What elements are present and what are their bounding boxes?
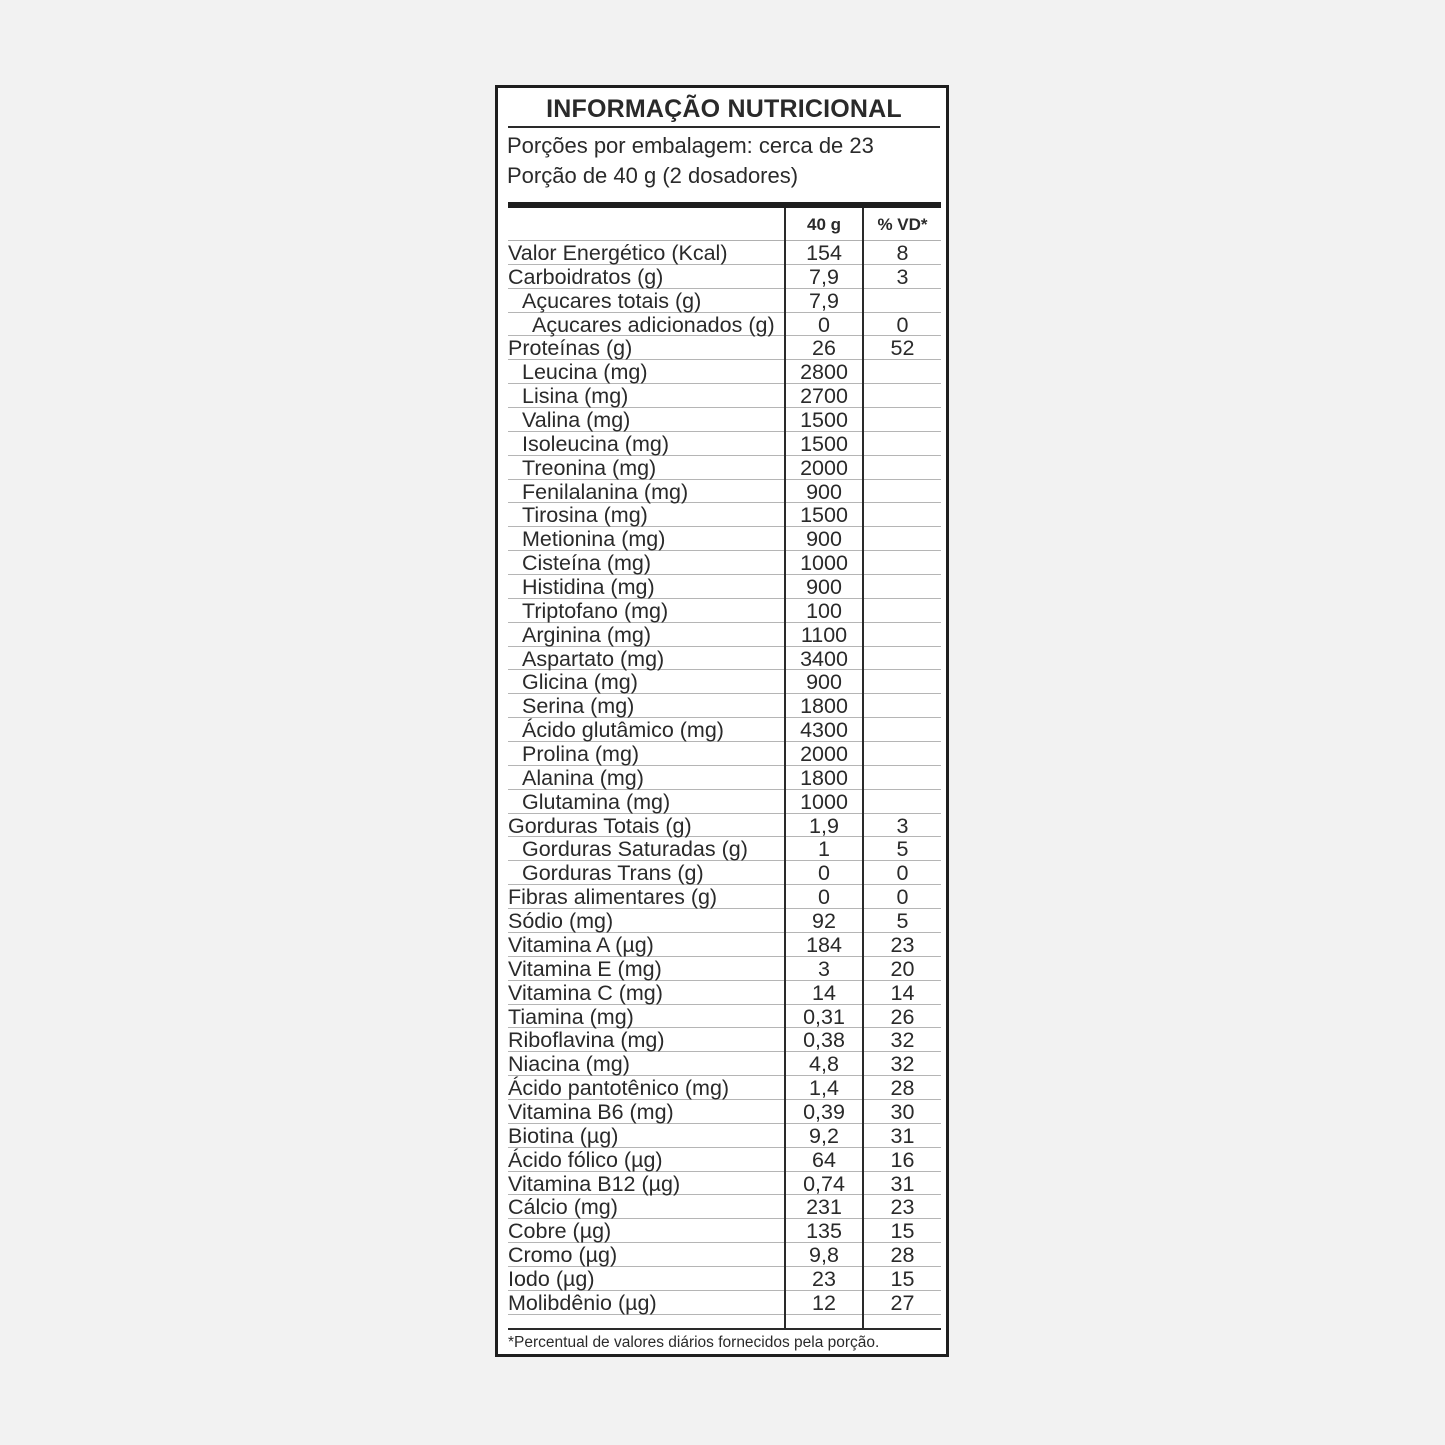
nutrient-daily-value: 16 — [890, 1147, 915, 1172]
table-row — [508, 384, 941, 408]
nutrition-table — [508, 208, 941, 1328]
nutrient-amount: 7,9 — [809, 288, 839, 313]
nutrient-amount: 1,4 — [809, 1076, 839, 1101]
nutrient-amount: 7,9 — [809, 264, 839, 289]
nutrient-name: Ácido fólico (µg) — [508, 1147, 663, 1172]
nutrient-amount: 26 — [812, 336, 836, 361]
nutrient-amount: 3400 — [800, 646, 848, 671]
nutrient-daily-value: 52 — [890, 336, 915, 361]
table-row — [508, 694, 941, 718]
servings-per-package: Porções por embalagem: cerca de 23 — [507, 133, 874, 158]
nutrient-name: Gorduras Totais (g) — [508, 813, 692, 838]
nutrient-name: Vitamina C (mg) — [508, 980, 663, 1005]
nutrient-daily-value: 32 — [890, 1052, 915, 1077]
nutrient-name: Serina (mg) — [522, 694, 635, 719]
nutrient-amount: 4300 — [800, 718, 848, 743]
nutrient-name: Cromo (µg) — [508, 1243, 618, 1268]
nutrient-amount: 0,38 — [803, 1028, 845, 1053]
nutrient-daily-value: 27 — [890, 1290, 915, 1315]
nutrient-amount: 1,9 — [809, 813, 839, 838]
table-row — [508, 1052, 941, 1076]
nutrient-amount: 0,74 — [803, 1171, 845, 1196]
nutrient-name: Arginina (mg) — [522, 622, 652, 647]
table-row — [508, 1219, 941, 1243]
nutrient-name: Ácido pantotênico (mg) — [508, 1076, 730, 1101]
column-header-dv: % VD* — [877, 215, 928, 234]
nutrient-name: Glutamina (mg) — [522, 789, 671, 814]
nutrient-name: Gorduras Trans (g) — [522, 861, 704, 886]
table-row — [508, 480, 941, 504]
nutrient-name: Leucina (mg) — [522, 360, 648, 385]
nutrient-name: Prolina (mg) — [522, 742, 640, 767]
table-row — [508, 1100, 941, 1124]
nutrient-name: Aspartato (mg) — [522, 646, 665, 671]
table-row — [508, 1005, 941, 1029]
table-row — [508, 1076, 941, 1100]
nutrient-amount: 2700 — [800, 384, 848, 409]
table-row — [508, 241, 941, 265]
nutrient-amount: 900 — [806, 527, 842, 552]
nutrient-amount: 12 — [812, 1290, 836, 1315]
nutrient-name: Cálcio (mg) — [508, 1195, 618, 1220]
table-row — [508, 336, 941, 360]
nutrient-daily-value: 32 — [890, 1028, 915, 1053]
table-row — [508, 1243, 941, 1267]
nutrient-daily-value: 31 — [890, 1171, 915, 1196]
nutrient-amount: 0,39 — [803, 1099, 845, 1124]
table-row — [508, 1291, 941, 1315]
nutrient-amount: 154 — [806, 241, 842, 265]
nutrient-amount: 2000 — [800, 455, 848, 480]
nutrient-name: Vitamina A (µg) — [508, 932, 654, 957]
table-row — [508, 1172, 941, 1196]
table-row — [508, 766, 941, 790]
nutrient-daily-value: 8 — [896, 241, 909, 265]
nutrition-facts-panel — [495, 85, 949, 1357]
nutrient-name: Biotina (µg) — [508, 1123, 619, 1148]
nutrient-amount: 0 — [818, 312, 830, 337]
nutrient-daily-value: 31 — [890, 1123, 915, 1148]
nutrient-name: Isoleucina (mg) — [522, 431, 669, 456]
table-row — [508, 742, 941, 766]
nutrient-name: Glicina (mg) — [522, 670, 638, 695]
nutrient-name: Açucares adicionados (g) — [532, 312, 775, 337]
nutrient-daily-value: 28 — [890, 1076, 915, 1101]
nutrient-daily-value: 20 — [890, 956, 915, 981]
table-row — [508, 265, 941, 289]
nutrient-name: Molibdênio (µg) — [508, 1290, 657, 1315]
nutrient-name: Valina (mg) — [522, 408, 631, 433]
nutrient-amount: 900 — [806, 575, 842, 600]
column-divider-1 — [784, 208, 786, 1328]
nutrient-amount: 135 — [806, 1219, 842, 1244]
nutrient-name: Vitamina B12 (µg) — [508, 1171, 681, 1196]
table-row — [508, 360, 941, 384]
nutrient-daily-value: 15 — [890, 1266, 915, 1291]
nutrient-daily-value: 15 — [890, 1219, 915, 1244]
nutrient-name: Tirosina (mg) — [522, 503, 648, 528]
table-row — [508, 647, 941, 671]
nutrient-name: Ácido glutâmico (mg) — [522, 718, 724, 743]
nutrient-daily-value: 26 — [890, 1004, 915, 1029]
nutrient-amount: 4,8 — [809, 1052, 839, 1077]
table-row — [508, 1148, 941, 1172]
table-row — [508, 837, 941, 861]
nutrient-daily-value: 23 — [890, 932, 915, 957]
table-row — [508, 957, 941, 981]
nutrient-amount: 100 — [806, 598, 842, 623]
nutrient-name: Cobre (µg) — [508, 1219, 612, 1244]
nutrient-amount: 14 — [812, 980, 836, 1005]
nutrient-name: Iodo (µg) — [508, 1266, 595, 1291]
nutrient-amount: 1000 — [800, 789, 848, 814]
nutrient-amount: 1100 — [800, 622, 848, 647]
table-row — [508, 503, 941, 527]
table-row — [508, 861, 941, 885]
nutrient-name: Triptofano (mg) — [522, 598, 669, 623]
nutrient-amount: 1800 — [800, 694, 848, 719]
nutrient-name: Proteínas (g) — [508, 336, 633, 361]
table-row — [508, 790, 941, 814]
nutrient-amount: 231 — [806, 1195, 842, 1220]
column-divider-2 — [862, 208, 864, 1328]
column-header-amount: 40 g — [806, 215, 842, 234]
nutrient-amount: 1500 — [800, 431, 848, 456]
nutrient-daily-value: 0 — [896, 312, 909, 337]
table-row — [508, 1028, 941, 1052]
nutrient-amount: 2800 — [800, 360, 848, 385]
table-row — [508, 551, 941, 575]
nutrient-amount: 184 — [806, 932, 842, 957]
nutrient-daily-value: 3 — [896, 264, 909, 289]
table-row — [508, 814, 941, 838]
nutrient-amount: 1 — [818, 837, 830, 862]
nutrient-amount: 64 — [812, 1147, 836, 1172]
table-row — [508, 909, 941, 933]
nutrient-amount: 1000 — [800, 551, 848, 576]
table-row — [508, 599, 941, 623]
nutrient-name: Sódio (mg) — [508, 909, 614, 934]
nutrient-daily-value: 0 — [896, 861, 909, 886]
nutrient-amount: 0 — [818, 885, 830, 910]
nutrient-name: Alanina (mg) — [522, 765, 644, 790]
nutrient-name: Valor Energético (Kcal) — [508, 241, 728, 265]
nutrient-amount: 900 — [806, 670, 842, 695]
nutrient-name: Lisina (mg) — [522, 384, 629, 409]
nutrient-rows — [508, 241, 941, 1315]
nutrient-amount: 1800 — [800, 765, 848, 790]
nutrient-name: Niacina (mg) — [508, 1052, 630, 1077]
table-row — [508, 885, 941, 909]
table-row — [508, 981, 941, 1005]
table-row — [508, 670, 941, 694]
nutrient-name: Histidina (mg) — [522, 575, 655, 600]
nutrient-daily-value: 30 — [890, 1099, 915, 1124]
nutrient-daily-value: 3 — [896, 813, 909, 838]
table-row — [508, 1267, 941, 1291]
nutrient-name: Treonina (mg) — [522, 455, 657, 480]
nutrient-amount: 9,8 — [809, 1243, 839, 1268]
nutrient-amount: 900 — [806, 479, 842, 504]
nutrient-amount: 3 — [818, 956, 830, 981]
nutrient-daily-value: 23 — [890, 1195, 915, 1220]
panel-title: INFORMAÇÃO NUTRICIONAL — [508, 92, 940, 128]
table-row — [508, 289, 941, 313]
nutrient-name: Carboidratos (g) — [508, 264, 664, 289]
nutrient-amount: 2000 — [800, 742, 848, 767]
table-row — [508, 1195, 941, 1219]
table-row — [508, 1124, 941, 1148]
nutrient-daily-value: 0 — [896, 885, 909, 910]
nutrient-name: Cisteína (mg) — [522, 551, 652, 576]
nutrient-daily-value: 5 — [896, 909, 909, 934]
nutrient-name: Fenilalanina (mg) — [522, 479, 689, 504]
nutrient-name: Tiamina (mg) — [508, 1004, 634, 1029]
table-row — [508, 432, 941, 456]
table-row — [508, 408, 941, 432]
nutrient-daily-value: 14 — [890, 980, 915, 1005]
nutrient-daily-value: 5 — [896, 837, 909, 862]
nutrient-name: Vitamina B6 (mg) — [508, 1099, 674, 1124]
nutrient-amount: 9,2 — [809, 1123, 839, 1148]
table-row — [508, 623, 941, 647]
nutrient-name: Vitamina E (mg) — [508, 956, 662, 981]
nutrient-name: Açucares totais (g) — [522, 288, 702, 313]
nutrient-name: Gorduras Saturadas (g) — [522, 837, 748, 862]
nutrient-name: Metionina (mg) — [522, 527, 666, 552]
nutrient-amount: 0 — [818, 861, 830, 886]
footnote: *Percentual de valores diários fornecidos pela porção. — [508, 1334, 880, 1351]
table-row — [508, 456, 941, 480]
nutrient-name: Fibras alimentares (g) — [508, 885, 718, 910]
table-row — [508, 527, 941, 551]
table-row — [508, 933, 941, 957]
nutrient-amount: 92 — [812, 909, 836, 934]
nutrient-daily-value: 28 — [890, 1243, 915, 1268]
nutrient-amount: 1500 — [800, 503, 848, 528]
table-row — [508, 575, 941, 599]
serving-size: Porção de 40 g (2 dosadores) — [507, 163, 799, 188]
table-row — [508, 718, 941, 742]
nutrient-name: Riboflavina (mg) — [508, 1028, 665, 1053]
nutrient-amount: 0,31 — [803, 1004, 845, 1029]
table-row — [508, 313, 941, 337]
table-bottom-border — [508, 1328, 941, 1330]
nutrient-amount: 23 — [812, 1266, 836, 1291]
nutrient-amount: 1500 — [800, 408, 848, 433]
